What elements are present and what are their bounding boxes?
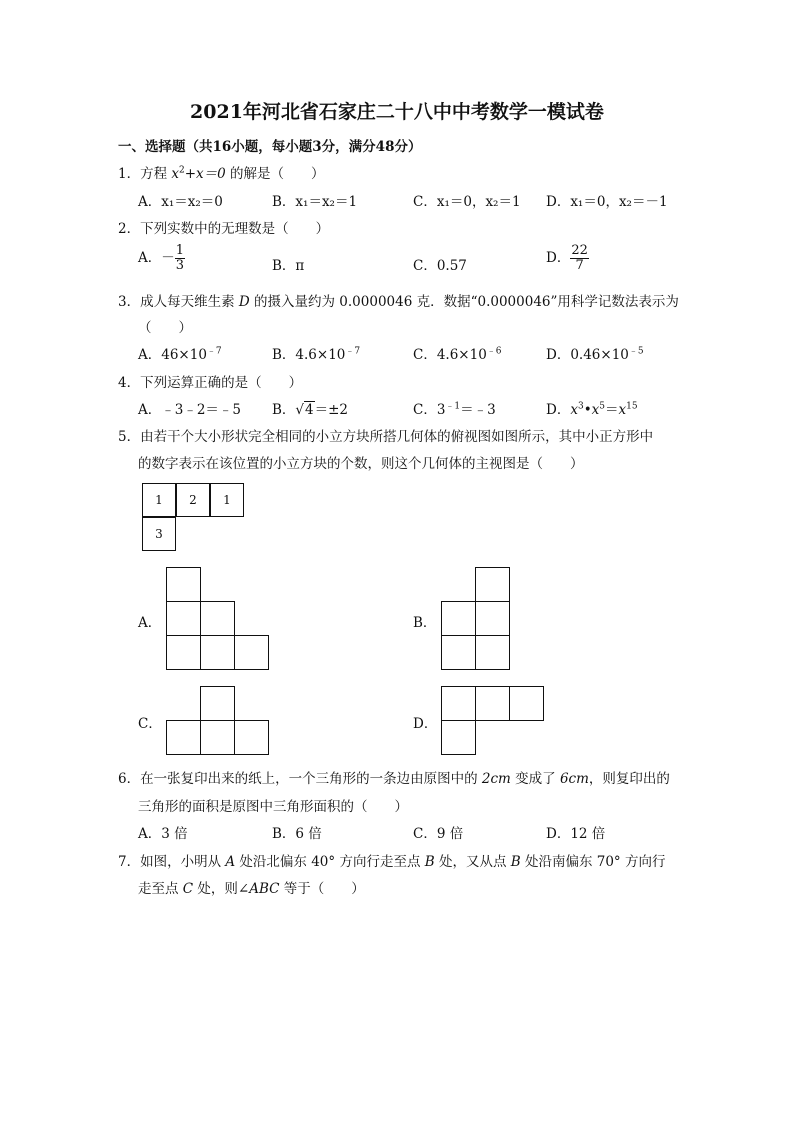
page-title: 2021年河北省石家庄二十八中中考数学一模试卷 — [190, 101, 604, 123]
cube-square — [441, 635, 476, 670]
q4-d-x2: x — [591, 402, 600, 418]
question-3 — [118, 290, 679, 310]
q4-d-eq: ＝ — [605, 402, 619, 418]
q7-angle: ABC — [249, 881, 280, 897]
top-view-cell: 2 — [176, 483, 210, 517]
q3-text-a: 成人每天维生素 — [140, 294, 239, 310]
q6-number: 6． — [118, 771, 141, 787]
q6-option-c[interactable]: C．9 倍 — [413, 826, 464, 842]
q4-c-base: C．3 — [413, 402, 446, 418]
q4-option-d[interactable] — [546, 398, 638, 418]
q3-option-a[interactable] — [138, 343, 222, 363]
q2-option-c[interactable]: C．0.57 — [413, 258, 467, 274]
q4-number: 4． — [118, 375, 141, 391]
q6-option-a[interactable]: A．3 倍 — [138, 826, 188, 842]
question-2 — [118, 217, 329, 237]
q6-line-1c: ，则复印出的 — [588, 771, 670, 787]
q5-option-a-label[interactable]: A． — [138, 615, 162, 631]
q3-option-d[interactable] — [546, 343, 644, 363]
question-5 — [118, 425, 653, 445]
question-1 — [118, 162, 325, 182]
q3-number: 3． — [118, 294, 141, 310]
cube-square — [200, 720, 235, 755]
q1-option-a[interactable]: A．x₁＝x₂＝0 — [138, 194, 223, 210]
q1-eq-x: x — [171, 166, 180, 182]
q4-d-e3: 15 — [626, 401, 638, 412]
q2-d-denominator: 7 — [575, 258, 584, 273]
q6-value-1: 2cm — [481, 771, 511, 787]
q2-a-denominator: 3 — [175, 258, 185, 273]
q7-point-a: A — [225, 854, 236, 870]
q7-line-2b: 处，则∠ — [193, 881, 250, 897]
q1-eq-rest: +x＝0 — [184, 166, 226, 182]
q7-number: 7． — [118, 854, 141, 870]
q3-a-exp: ﹣7 — [206, 346, 222, 357]
cube-square — [200, 601, 235, 636]
q2-d-numerator: 22 — [571, 243, 588, 258]
q4-d-label: D． — [546, 402, 571, 418]
q7-line-1a: 如图，小明从 — [140, 854, 226, 870]
q5-option-b-label[interactable]: B． — [413, 615, 437, 631]
cube-square — [475, 567, 510, 602]
q3-d-exp: ﹣5 — [628, 346, 644, 357]
q4-option-a[interactable]: A．﹣3﹣2＝﹣5 — [138, 402, 242, 418]
q4-d-x1: x — [570, 402, 578, 418]
q6-line-1b: 变成了 — [510, 771, 560, 787]
sqrt-icon: √4 — [295, 402, 314, 418]
q6-line-1a: 在一张复印出来的纸上，一个三角形的一条边由原图中的 — [140, 771, 482, 787]
q3-d-base: D．0.46×10 — [546, 347, 629, 363]
cube-square — [441, 720, 476, 755]
q6-option-b[interactable]: B．6 倍 — [272, 826, 322, 842]
q4-b-label: B． — [272, 402, 296, 418]
q7-point-c: C — [182, 881, 194, 897]
q4-d-dot: • — [583, 402, 592, 418]
q2-number: 2． — [118, 221, 141, 237]
q2-a-fraction — [175, 244, 185, 273]
cube-square — [441, 601, 476, 636]
q7-point-b2: B — [510, 854, 521, 870]
cube-square — [234, 635, 269, 670]
cube-square — [234, 720, 269, 755]
q6-option-d[interactable]: D．12 倍 — [546, 826, 606, 842]
cube-square — [475, 686, 510, 721]
q1-option-b[interactable]: B．x₁＝x₂＝1 — [272, 194, 358, 210]
q3-option-c[interactable] — [413, 343, 502, 363]
question-4 — [118, 371, 302, 391]
q2-a-label: A． — [138, 250, 162, 266]
q2-option-b[interactable]: B．π — [272, 258, 305, 274]
section-heading: 一、选择题（共16小题，每小题3分，满分48分） — [118, 139, 422, 155]
q7-line-2c: 等于（ ） — [279, 881, 365, 897]
q1-option-c[interactable]: C．x₁＝0，x₂＝1 — [413, 194, 521, 210]
q6-line-2: 三角形的面积是原图中三角形面积的（ ） — [138, 799, 408, 815]
top-view-cell: 1 — [142, 483, 176, 517]
q4-c-rest: ＝﹣3 — [460, 402, 496, 418]
q7-line-1c: 处，又从点 — [434, 854, 511, 870]
q4-d-x3: x — [618, 402, 627, 418]
cube-square — [166, 635, 201, 670]
q5-line-1: 由若干个大小形状完全相同的小立方块所搭几何体的俯视图如图所示，其中小正方形中 — [140, 429, 654, 445]
q4-b-rest: ＝±2 — [314, 402, 349, 418]
cube-square — [509, 686, 544, 721]
cube-square — [200, 635, 235, 670]
q7-line-2 — [138, 877, 365, 897]
q6-value-2: 6cm — [559, 771, 589, 787]
q1-eq-sup: 2 — [179, 165, 185, 176]
q2-a-numerator: 1 — [175, 243, 185, 258]
q2-d-fraction — [570, 244, 589, 273]
q1-text-a: 方程 — [140, 166, 172, 182]
cube-square — [166, 720, 201, 755]
q3-a-base: A．46×10 — [138, 347, 207, 363]
q1-option-d[interactable]: D．x₁＝0，x₂＝－1 — [546, 194, 668, 210]
cube-square — [441, 686, 476, 721]
q4-b-radicand: 4 — [305, 402, 314, 418]
cube-square — [475, 601, 510, 636]
q4-d-e1: 3 — [577, 401, 584, 412]
q4-option-c[interactable] — [413, 398, 496, 418]
q5-number: 5． — [118, 429, 141, 445]
q2-d-label: D． — [546, 250, 571, 266]
top-view-cell: 1 — [210, 483, 244, 517]
q5-option-c-label[interactable]: C． — [138, 716, 162, 732]
q3-b-exp: ﹣7 — [345, 346, 361, 357]
q3-b-base: B．4.6×10 — [272, 347, 346, 363]
q3-c-exp: ﹣6 — [486, 346, 502, 357]
q1-number: 1． — [118, 166, 141, 182]
q3-paren: （ ） — [138, 320, 192, 336]
q7-line-1d: 处沿南偏东 70° 方向行 — [520, 854, 666, 870]
cube-square — [475, 635, 510, 670]
q4-c-exp: ﹣1 — [445, 401, 461, 412]
q2-a-sign: － — [161, 250, 175, 266]
q4-option-b[interactable] — [272, 398, 348, 418]
q3-text-b: 的摄入量约为 0.0000046 克．数据“0.0000046”用科学记数法表示为 — [249, 294, 679, 310]
q7-point-b: B — [424, 854, 435, 870]
q2-option-a[interactable] — [138, 244, 185, 273]
q1-text-b: 的解是（ ） — [225, 166, 325, 182]
cube-square — [166, 601, 201, 636]
q2-text: 下列实数中的无理数是（ ） — [140, 221, 330, 237]
q7-line-2a: 走至点 — [138, 881, 183, 897]
q3-option-b[interactable] — [272, 343, 360, 363]
q3-var-d: D — [238, 294, 250, 310]
question-7 — [118, 850, 665, 870]
q2-option-d[interactable] — [546, 244, 589, 273]
q5-option-d-label[interactable]: D． — [413, 716, 438, 732]
q7-line-1b: 处沿北偏东 40° 方向行走至点 — [235, 854, 425, 870]
question-6 — [118, 767, 670, 787]
q4-text: 下列运算正确的是（ ） — [140, 375, 303, 391]
q5-line-2: 的数字表示在该位置的小立方块的个数，则这个几何体的主视图是（ ） — [138, 456, 584, 472]
cube-square — [200, 686, 235, 721]
cube-square — [166, 567, 201, 602]
top-view-cell: 3 — [142, 517, 176, 551]
q4-d-e2: 5 — [599, 401, 606, 412]
q3-c-base: C．4.6×10 — [413, 347, 487, 363]
